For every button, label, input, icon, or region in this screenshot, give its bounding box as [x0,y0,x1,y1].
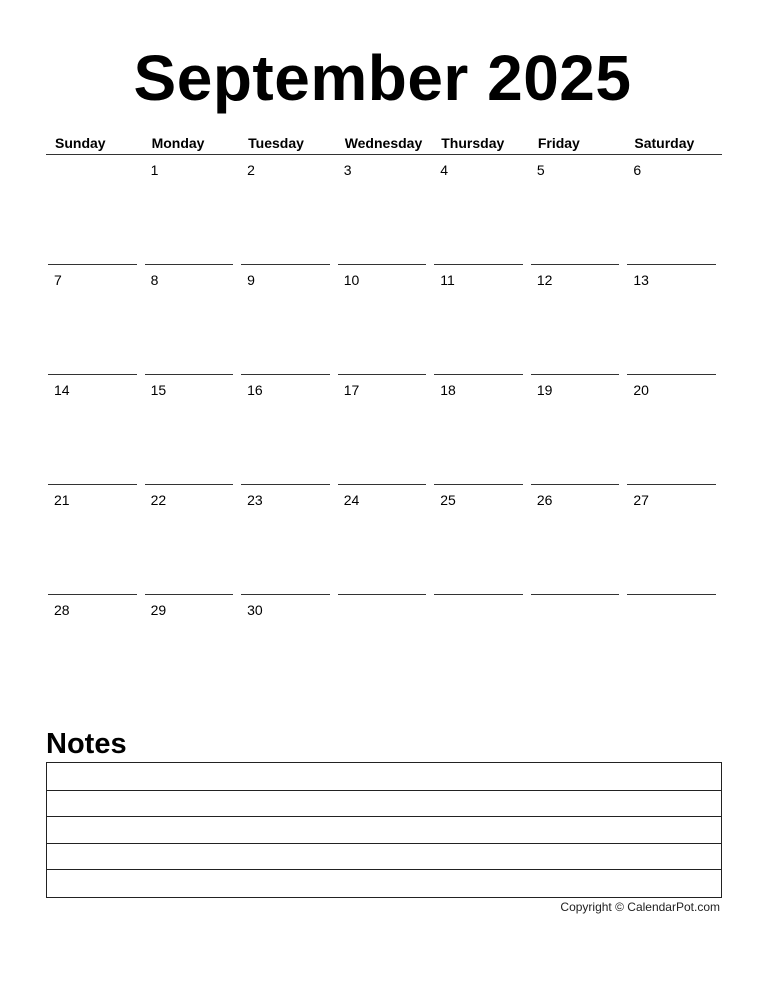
weekday-saturday [625,130,722,155]
day-number: 13 [633,272,649,288]
day-number: 11 [440,272,455,288]
day-cell [143,375,240,485]
day-cell [239,265,336,375]
weekday-label: Thursday [441,135,505,151]
day-number: 30 [247,602,263,618]
day-cell [46,595,143,705]
day-number: 12 [536,272,553,288]
day-cell [239,375,336,485]
day-cell [46,155,143,265]
day-number: 16 [247,382,263,398]
week-row [46,485,722,595]
day-number: 9 [247,272,255,288]
day-cell [432,485,529,595]
calendar-grid [46,130,722,705]
day-cell [625,155,722,265]
day-cell [143,155,240,265]
day-cell [529,595,626,705]
day-number: 3 [343,162,352,178]
day-number: 15 [150,382,167,398]
day-number: 8 [150,272,159,288]
notes-line [47,790,721,791]
day-cell [239,485,336,595]
day-cell [432,265,529,375]
day-number: 4 [440,162,449,178]
notes-line [47,816,721,817]
week-row [46,265,722,375]
notes-line [47,869,721,870]
day-number: 26 [536,492,553,508]
day-cell [529,265,626,375]
day-cell [529,155,626,265]
day-number: 24 [343,492,360,508]
day-cell [46,375,143,485]
weekday-tuesday [239,130,336,155]
week-row [46,595,722,705]
weekday-wednesday [336,130,433,155]
day-cell [529,485,626,595]
day-cell [239,595,336,705]
day-number: 10 [343,272,360,288]
weeks-container [46,155,722,705]
day-cell [432,155,529,265]
day-number: 23 [247,492,263,508]
day-cell [432,375,529,485]
day-number: 19 [536,382,553,398]
weekday-label: Tuesday [248,135,304,151]
week-row [46,375,722,485]
day-number: 25 [440,492,456,508]
day-cell [529,375,626,485]
day-cell [239,155,336,265]
day-cell [46,265,143,375]
day-cell [625,265,722,375]
day-number: 1 [150,162,159,178]
weekday-label: Friday [537,135,580,151]
week-row [46,155,722,265]
day-number: 14 [54,382,70,398]
notes-line [47,843,721,844]
day-cell [46,485,143,595]
calendar-title: September 2025 [133,42,632,114]
day-number: 28 [54,602,70,618]
day-cell [143,485,240,595]
day-number: 27 [633,492,649,508]
copyright-text: Copyright © CalendarPot.com [560,900,720,914]
day-number: 2 [247,162,255,178]
day-cell [336,595,433,705]
weekday-header-row [46,130,722,155]
day-number: 7 [54,272,62,288]
weekday-sunday [46,130,143,155]
weekday-monday [143,130,240,155]
weekday-friday [529,130,626,155]
day-number: 29 [150,602,167,618]
day-cell [625,485,722,595]
day-number: 21 [54,492,70,508]
day-cell [432,595,529,705]
day-cell [143,595,240,705]
notes-box[interactable] [46,762,722,898]
day-number: 18 [440,382,456,398]
day-cell [336,265,433,375]
day-number: 22 [150,492,167,508]
day-cell [336,375,433,485]
day-number: 6 [633,162,642,178]
day-number: 5 [536,162,545,178]
weekday-thursday [432,130,529,155]
weekday-label: Wednesday [344,135,423,151]
day-number: 20 [633,382,649,398]
day-cell [625,595,722,705]
weekday-label: Saturday [634,135,695,151]
notes-title: Notes [46,728,127,760]
weekday-label: Sunday [55,135,106,151]
weekday-label: Monday [151,135,205,151]
day-cell [336,155,433,265]
day-number: 17 [343,382,360,398]
day-cell [625,375,722,485]
day-cell [143,265,240,375]
day-cell [336,485,433,595]
